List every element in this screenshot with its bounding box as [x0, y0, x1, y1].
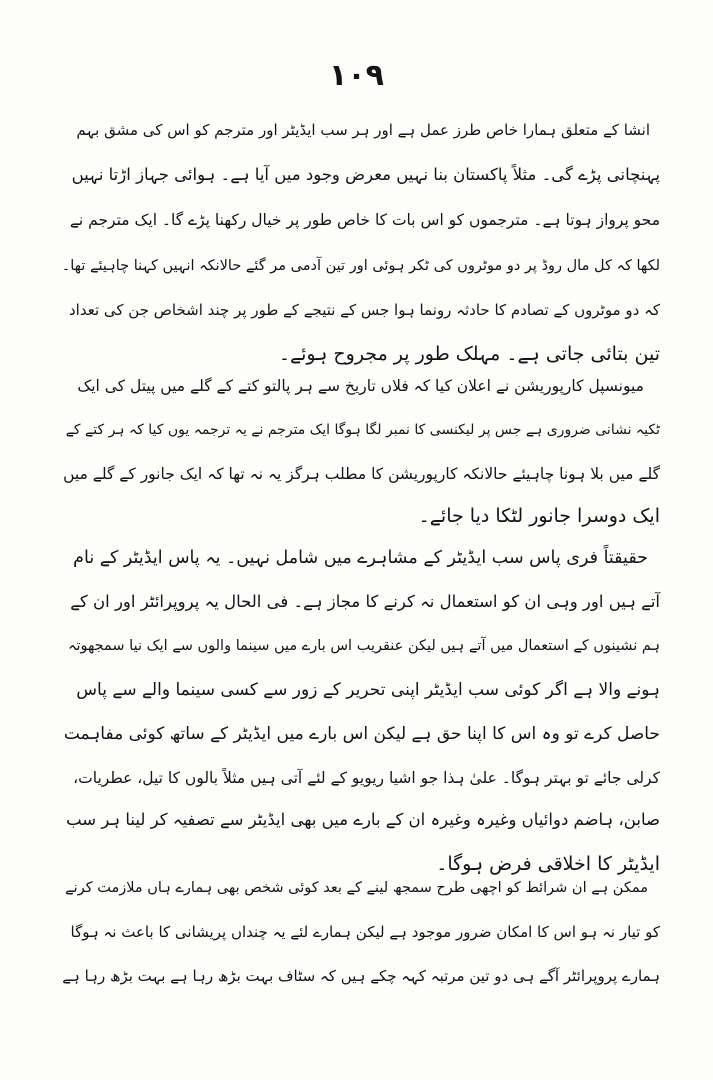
paragraph-3	[60, 546, 660, 876]
page-number: ۱۰۹	[329, 58, 384, 93]
text-line: تین بتائی جاتی ہے۔ مہلک طور پر مجروح ہوئے۔	[278, 343, 660, 365]
paragraph-2	[60, 374, 660, 534]
text-line: ہم نشینوں کے استعمال میں آتے ہیں لیکن عنقریب اس بارے میں سینما والوں سے ایک نیا سمجھوتہ	[67, 638, 660, 654]
text-line: کہ دو موٹروں کے تصادم کا حادثہ رونما ہوا جس کے نتیجے کے طور پر چند اشخاص جن کی تعداد	[69, 301, 660, 319]
text-line: صابن، ہاضم دوائیاں وغیرہ وغیرہ ان کے بارے میں بھی ایڈیٹر سے تصفیہ کر لینا ہر سب	[66, 810, 660, 829]
text-line: ٹکیہ نشانی ضروری ہے جس پر لیکنسی کا نمبر لگا ہوگا ایک مترجم نے یہ ترجمہ یوں کیا کہ ہر کتے کے	[65, 422, 660, 438]
text-line: حاصل کرے تو وہ اس کا اپنا حق ہے لیکن اس بارے میں ایڈیٹر کے ساتھ کوئی مفاہمت	[63, 724, 660, 744]
text-line: ہمارے پروپرائٹر آگے ہی دو تین مرتبہ کہہ چکے ہیں کہ سٹاف بہت بڑھ رہا ہے بہت بڑھ رہا ہے	[62, 967, 660, 985]
paragraph-1	[60, 118, 660, 368]
text-line: ممکن ہے ان شرائط کو اچھی طرح سمجھ لینے کے بعد کوئی شخص بھی ہمارے ہاں ملازمت کرنے	[65, 880, 648, 896]
text-line: کرلی جائے تو بہتر ہوگا۔ علیٰ ہذا جو اشیا ریویو کے لئے آتی ہیں مثلاً بالوں کا تیل، عطریات،	[73, 769, 660, 787]
text-line: انشا کے متعلق ہمارا خاص طرز عمل ہے اور ہر سب ایڈیٹر اور مترجم کو اس کی مشق بہم	[76, 121, 650, 139]
text-line: گلے میں بلا ہونا چاہیئے حالانکہ کارپوریشن کا مطلب ہرگز یہ نہ تھا کہ ایک جانور کے گلے میں	[63, 465, 660, 483]
text-line: محو پرواز ہوتا ہے۔ مترجموں کو اس بات کا خاص طور پر خیال رکھنا پڑے گا۔ ایک مترجم نے	[69, 211, 660, 229]
text-line: ہونے والا ہے اگر کوئی سب ایڈیٹر اپنی تحریر کے زور سے کسی سینما والے سے پاس	[76, 680, 660, 700]
text-line: پہنچانی پڑے گی۔ مثلاً پاکستان بنا نہیں معرض وجود میں آیا ہے۔ ہوائی جہاز اڑتا نہیں	[71, 165, 660, 184]
paragraph-4	[60, 876, 660, 1016]
text-line: میونسپل کارپوریشن نے اعلان کیا کہ فلاں تاریخ سے ہر پالتو کتے کے گلے میں پیتل کی ایک	[77, 377, 644, 395]
text-line: ایک دوسرا جانور لٹکا دیا جائے۔	[418, 505, 660, 527]
text-line: آتے ہیں اور وہی ان کو استعمال نہ کرنے کا مجاز ہے۔ فی الحال یہ پروپرائٹر اور ان کے	[70, 592, 660, 611]
text-line: لکھا کہ کل مال روڈ پر دو موٹروں کی ٹکر ہوئی اور تین آدمی مر گئے حالانکہ انہیں کہنا چاہیئے تھا۔	[61, 258, 660, 274]
text-line: کو تیار نہ ہو اس کا امکان ضرور موجود ہے لیکن ہمارے لئے یہ چنداں پریشانی کا باعث نہ ہوگا	[70, 923, 660, 941]
text-line: ایڈیٹر کا اخلاقی فرض ہوگا۔	[436, 853, 660, 875]
text-line: حقیقتاً فری پاس سب ایڈیٹر کے مشاہرے میں شامل نہیں۔ یہ پاس ایڈیٹر کے نام	[73, 548, 648, 568]
